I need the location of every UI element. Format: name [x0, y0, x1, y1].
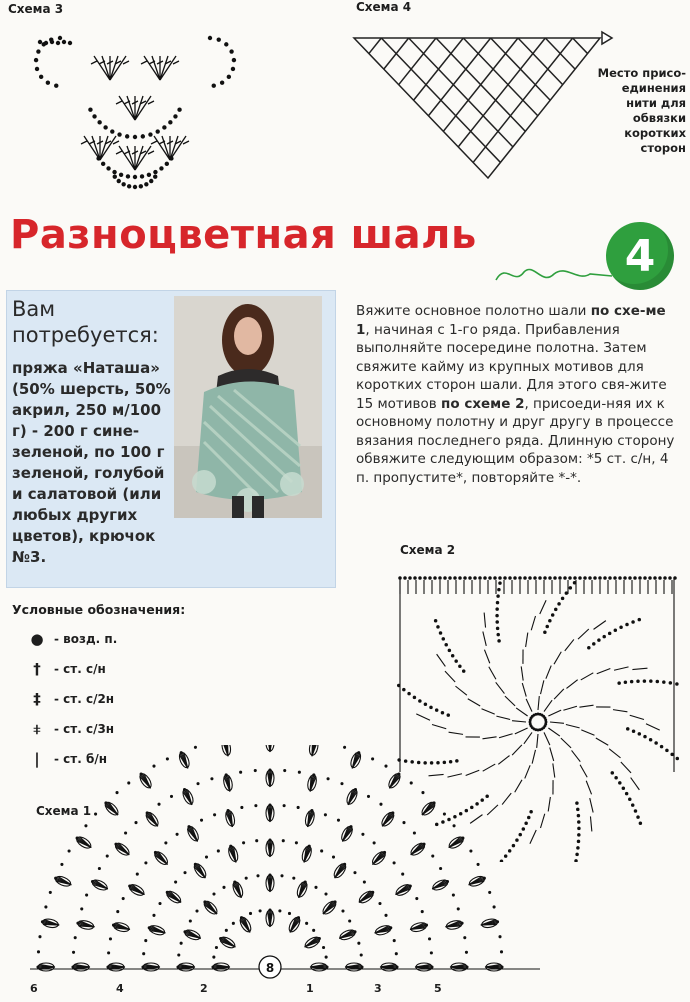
shawl-photo	[174, 296, 322, 518]
tr-symbol: ‡	[33, 690, 41, 708]
instructions-scheme-1-ref: по схе-ме 1	[356, 303, 666, 338]
chain-stitch-symbol: ●	[30, 630, 44, 648]
page-title: Разноцветная шаль	[10, 212, 477, 258]
scheme-1-diagram	[30, 745, 550, 985]
number-badge: 4	[606, 222, 674, 290]
legend-dtr	[30, 720, 114, 738]
materials-title: Вам потребуется:	[12, 297, 159, 347]
row-number: 1	[306, 982, 314, 995]
materials-text: пряжа «Наташа» (50% шерсть, 50% акрил, 250 м/100 г) - 200 г сине-зеленой, по 100 г зеленой, голубой и салатовой (или любых других цветов), крючок №3.	[12, 359, 171, 566]
legend-chain	[30, 630, 117, 648]
legend-dtr-label: - ст. с/3н	[54, 722, 115, 736]
dtr-symbol: ⧧	[33, 720, 41, 738]
instructions-text	[356, 302, 684, 487]
row-number: 3	[374, 982, 382, 995]
sc-symbol: |	[34, 750, 40, 768]
scheme-2-label: Схема 2	[400, 543, 456, 557]
legend-tr	[30, 690, 114, 708]
center-row-number: 8	[265, 961, 275, 975]
instructions-part-3: , присоеди-няя их к основному полотну и друг другу в процессе вязания последнего ряда. Длинную сторону обвяжите следующим образом: *5 ст. с/н, 4 п. пропустите*, повторяйте *-*.	[356, 395, 675, 486]
join-place-note: Место присо-единения нити для обвязки коротких сторон	[597, 66, 686, 155]
legend-chain-label: - возд. п.	[54, 632, 118, 646]
legend-title: Условные обозначения:	[12, 602, 186, 617]
legend-dc	[30, 660, 106, 678]
yarn-thread	[494, 262, 614, 286]
legend-sc-label: - ст. б/н	[54, 752, 108, 766]
scheme-4-diagram	[350, 28, 620, 184]
instructions-part-2: , начиная с 1-го ряда. Прибавления выполняйте посередине полотна. Затем свяжите кайму из крупных мотивов для коротких сторон шали. Для этого свя-жите 15 мотивов	[356, 321, 667, 412]
row-number: 6	[30, 982, 38, 995]
row-number: 4	[116, 982, 124, 995]
legend-tr-label: - ст. с/2н	[54, 692, 115, 706]
legend-dc-label: - ст. с/н	[54, 662, 106, 676]
row-number: 5	[434, 982, 442, 995]
row-number: 2	[200, 982, 208, 995]
dc-symbol: †	[33, 660, 41, 678]
scheme-3-label: Схема 3	[8, 2, 64, 16]
scheme-4-label: Схема 4	[356, 0, 412, 14]
scheme-1-label: Схема 1	[36, 804, 92, 818]
scheme-3-diagram	[30, 22, 260, 192]
instructions-scheme-2-ref: по схеме 2	[441, 395, 525, 412]
instructions-part-1: Вяжите основное полотно шали	[356, 303, 591, 319]
